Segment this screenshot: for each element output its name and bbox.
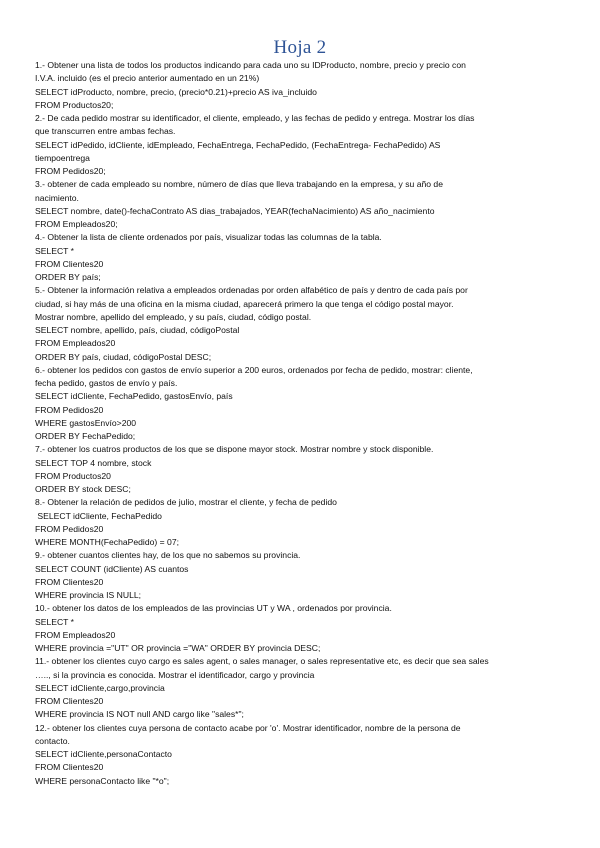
text-line: WHERE gastosEnvío>200 bbox=[35, 417, 137, 428]
text-line: 5.- Obtener la información relativa a empleados ordenadas por orden alfabético de país y dentro de cada país por bbox=[35, 285, 468, 296]
text-line: 3.- obtener de cada empleado su nombre, número de días que lleva trabajando en la empresa, y su año de bbox=[35, 179, 443, 190]
text-line: SELECT nombre, date()-fechaContrato AS dias_trabajados, YEAR(fechaNacimiento) AS año_nacimiento bbox=[35, 205, 435, 216]
text-line: FROM Clientes20 bbox=[35, 576, 104, 587]
page-title: Hoja 2 bbox=[273, 37, 327, 58]
text-line: 1.- Obtener una lista de todos los productos indicando para cada uno su IDProducto, nombre, precio y precio con bbox=[35, 60, 466, 70]
text-line: SELECT idCliente,cargo,provincia bbox=[35, 682, 165, 693]
text-line: SELECT idCliente,personaContacto bbox=[35, 749, 172, 759]
text-line: 6.- obtener los pedidos con gastos de envío superior a 200 euros, ordenados por fecha de pedido, mostrar: cliente, bbox=[35, 364, 473, 375]
text-line: WHERE provincia IS NULL; bbox=[35, 590, 142, 600]
text-line: 11.- obtener los clientes cuyo cargo es sales agent, o sales manager, o sales representative etc, es decir que sea sales bbox=[35, 656, 489, 667]
text-line: WHERE personaContacto like "*o"; bbox=[35, 775, 170, 786]
text-line: que transcurren entre ambas fechas. bbox=[35, 126, 176, 137]
text-line: ORDER BY stock DESC; bbox=[35, 484, 131, 494]
text-line: 9.- obtener cuantos clientes hay, de los que no sabemos su provincia. bbox=[35, 550, 301, 561]
text-line: 8.- Obtener la relación de pedidos de julio, mostrar el cliente, y fecha de pedido bbox=[35, 497, 337, 508]
text-line: SELECT nombre, apellido, país, ciudad, códigoPostal bbox=[35, 325, 240, 335]
text-line: fecha pedido, gastos de envío y país. bbox=[35, 378, 178, 388]
text-line: SELECT idProducto, nombre, precio, (precio*0.21)+precio AS iva_incluido bbox=[35, 86, 317, 97]
text-line: 7.- obtener los cuatros productos de los que se dispone mayor stock. Mostrar nombre y stock disponible. bbox=[35, 444, 434, 455]
document-body bbox=[35, 59, 555, 788]
text-line: ciudad, si hay más de una oficina en la misma ciudad, aparecerá primero la que tenga el código postal mayor. bbox=[35, 298, 454, 309]
text-line: ORDER BY país; bbox=[35, 272, 101, 282]
text-line: WHERE provincia IS NOT null AND cargo like "sales*"; bbox=[35, 709, 244, 720]
text-line: 10.- obtener los datos de los empleados de las provincias UT y WA , ordenados por provincia. bbox=[35, 603, 392, 614]
text-line: FROM Productos20 bbox=[35, 470, 111, 481]
text-line: FROM Empleados20 bbox=[35, 338, 116, 349]
text-line: FROM Pedidos20 bbox=[35, 404, 104, 415]
text-line: ORDER BY país, ciudad, códigoPostal DESC; bbox=[35, 351, 212, 362]
text-line: WHERE MONTH(FechaPedido) = 07; bbox=[35, 537, 179, 547]
text-line: SELECT * bbox=[35, 616, 75, 627]
text-line: tiempoentrega bbox=[35, 152, 90, 163]
text-line: WHERE provincia ="UT" OR provincia ="WA" ORDER BY provincia DESC; bbox=[35, 643, 321, 653]
text-line: SELECT idPedido, idCliente, idEmpleado, FechaEntrega, FechaPedido, (FechaEntrega- FechaPedido) AS bbox=[35, 139, 441, 150]
text-line: ….., si la provincia es conocida. Mostrar el identificador, cargo y provincia bbox=[35, 669, 315, 680]
text-line: FROM Clientes20 bbox=[35, 696, 104, 706]
text-line: Mostrar nombre, apellido del empleado, y su país, ciudad, código postal. bbox=[35, 311, 312, 322]
text-line: 4.- Obtener la lista de cliente ordenados por país, visualizar todas las columnas de la tabla. bbox=[35, 232, 382, 243]
text-line: SELECT idCliente, FechaPedido, gastosEnvío, país bbox=[35, 391, 233, 402]
text-line: SELECT * bbox=[35, 245, 75, 256]
text-line: FROM Empleados20 bbox=[35, 629, 116, 640]
text-line: contacto. bbox=[35, 735, 70, 746]
text-line: I.V.A. incluido (es el precio anterior aumentado en un 21%) bbox=[35, 73, 260, 84]
text-line: FROM Clientes20 bbox=[35, 258, 104, 269]
text-line: FROM Pedidos20 bbox=[35, 523, 104, 534]
text-line: 2.- De cada pedido mostrar su identificador, el cliente, empleado, y las fechas de pedido y entrega. Mostrar los días bbox=[35, 113, 475, 123]
text-line: SELECT idCliente, FechaPedido bbox=[35, 510, 162, 521]
text-line: SELECT TOP 4 nombre, stock bbox=[35, 457, 152, 468]
text-line: FROM Productos20; bbox=[35, 99, 114, 110]
text-line: SELECT COUNT (idCliente) AS cuantos bbox=[35, 563, 189, 574]
text-line: FROM Empleados20; bbox=[35, 219, 118, 229]
text-line: 12.- obtener los clientes cuya persona de contacto acabe por 'o'. Mostrar identificador, nombre de la persona de bbox=[35, 722, 461, 733]
text-line: ORDER BY FechaPedido; bbox=[35, 431, 136, 441]
text-line: nacimiento. bbox=[35, 192, 79, 203]
text-line: FROM Clientes20 bbox=[35, 762, 104, 773]
text-line: FROM Pedidos20; bbox=[35, 166, 106, 176]
